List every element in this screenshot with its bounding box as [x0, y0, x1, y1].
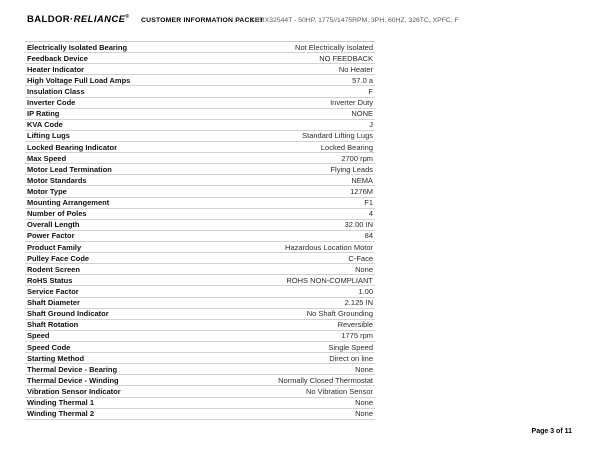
- spec-value: 32.00 IN: [344, 220, 373, 230]
- table-row: [25, 198, 375, 209]
- spec-label: Overall Length: [27, 220, 80, 230]
- table-row: [25, 209, 375, 220]
- page-number: Page 3 of 11: [531, 428, 572, 435]
- spec-value: 84: [364, 231, 373, 241]
- spec-value: Not Electrically Isolated: [295, 42, 373, 52]
- table-row: [25, 331, 375, 342]
- table-row: [25, 364, 375, 375]
- spec-label: Electrically Isolated Bearing: [27, 42, 128, 52]
- table-row: [25, 286, 375, 297]
- spec-value: No Shaft Grounding: [306, 309, 373, 319]
- spec-value: 1276M: [350, 186, 373, 196]
- spec-value: Single Speed: [328, 342, 373, 352]
- logo-reliance: RELIANCE: [73, 14, 126, 26]
- logo-baldor: BALDOR: [27, 14, 71, 26]
- table-row: [25, 275, 375, 286]
- table-row: [25, 320, 375, 331]
- spec-value: Flying Leads: [330, 164, 373, 174]
- table-row: [25, 309, 375, 320]
- spec-label: Mounting Arrangement: [27, 198, 110, 208]
- table-row: [25, 164, 375, 175]
- spec-label: Speed Code: [27, 342, 71, 352]
- table-row: [25, 231, 375, 242]
- spec-label: Max Speed: [27, 153, 67, 163]
- table-row: [25, 53, 375, 64]
- spec-value: NO FEEDBACK: [319, 53, 373, 63]
- spec-value: Locked Bearing: [320, 142, 373, 152]
- spec-label: Locked Bearing Indicator: [27, 142, 118, 152]
- spec-label: Shaft Diameter: [27, 298, 80, 308]
- spec-label: Feedback Device: [27, 53, 88, 63]
- table-row: [25, 64, 375, 75]
- spec-value: Reversible: [337, 320, 373, 330]
- spec-value: 57.0 a: [352, 75, 373, 85]
- spec-value: None: [355, 364, 373, 374]
- spec-label: Shaft Ground Indicator: [27, 309, 109, 319]
- table-row: [25, 98, 375, 109]
- table-row: [25, 409, 375, 420]
- registered-trademark-icon: ®: [125, 14, 130, 20]
- spec-value: NONE: [351, 109, 373, 119]
- spec-label: Insulation Class: [27, 87, 85, 96]
- spec-value: No Heater: [338, 64, 373, 74]
- table-row: [25, 109, 375, 120]
- spec-label: Number of Poles: [27, 209, 87, 219]
- spec-label: Heater Indicator: [27, 64, 85, 74]
- spec-value: Standard Lifting Lugs: [302, 131, 373, 141]
- spec-value: None: [355, 409, 373, 419]
- spec-label: Rodent Screen: [27, 264, 80, 274]
- spec-value: ROHS NON-COMPLIANT: [286, 275, 373, 285]
- spec-value: F: [368, 87, 373, 96]
- table-row: [25, 253, 375, 264]
- spec-value: 1.00: [358, 286, 373, 296]
- spec-label: Winding Thermal 1: [27, 398, 95, 408]
- table-row: [25, 153, 375, 164]
- spec-value: C-Face: [348, 253, 373, 263]
- spec-value: 2.125 IN: [344, 298, 373, 308]
- table-row: [25, 298, 375, 309]
- table-row: [25, 242, 375, 253]
- spec-value: 2700 rpm: [341, 153, 373, 163]
- spec-value: None: [355, 398, 373, 408]
- spec-label: Thermal Device - Winding: [27, 375, 119, 385]
- spec-label: Power Factor: [27, 231, 75, 241]
- table-row: [25, 353, 375, 364]
- spec-label: Motor Standards: [27, 175, 87, 185]
- spec-label: Motor Type: [27, 186, 67, 196]
- table-row: [25, 220, 375, 231]
- spec-value: 4: [368, 209, 373, 219]
- spec-label: High Voltage Full Load Amps: [27, 75, 131, 85]
- spec-label: Speed: [27, 331, 50, 341]
- spec-label: Motor Lead Termination: [27, 164, 112, 174]
- table-row: [25, 75, 375, 86]
- spec-label: Shaft Rotation: [27, 320, 79, 330]
- spec-label: KVA Code: [27, 120, 63, 130]
- spec-label: Starting Method: [27, 353, 85, 363]
- table-row: [25, 186, 375, 197]
- product-description: CDRX32544T - 50HP, 1775//1475RPM, 3PH, 60HZ, 326TC, XPFC, F: [250, 17, 459, 24]
- spec-label: Vibration Sensor Indicator: [27, 386, 121, 396]
- table-row: [25, 86, 375, 97]
- table-row: [25, 175, 375, 186]
- spec-label: Thermal Device - Bearing: [27, 364, 118, 374]
- table-row: [25, 386, 375, 397]
- table-row: [25, 142, 375, 153]
- spec-value: Normally Closed Thermostat: [278, 375, 373, 385]
- table-row: [25, 131, 375, 142]
- spec-label: RoHS Status: [27, 275, 73, 285]
- spec-table: [25, 41, 375, 420]
- spec-label: Winding Thermal 2: [27, 409, 95, 419]
- table-row: [25, 342, 375, 353]
- table-row: [25, 42, 375, 53]
- spec-label: IP Rating: [27, 109, 60, 119]
- spec-label: Lifting Lugs: [27, 131, 70, 141]
- spec-value: Direct on line: [329, 353, 373, 363]
- spec-label: Inverter Code: [27, 98, 76, 108]
- logo-separator-dot: ·: [70, 14, 74, 26]
- spec-value: J: [369, 120, 373, 130]
- spec-label: Product Family: [27, 242, 82, 252]
- spec-value: Hazardous Location Motor: [285, 242, 373, 252]
- spec-value: No Vibration Sensor: [306, 386, 373, 396]
- page-title: CUSTOMER INFORMATION PACKET: [141, 17, 264, 24]
- spec-label: Service Factor: [27, 286, 79, 296]
- table-row: [25, 264, 375, 275]
- spec-value: NEMA: [351, 175, 373, 185]
- table-row: [25, 120, 375, 131]
- baldor-reliance-logo: [27, 14, 129, 25]
- table-row: [25, 398, 375, 409]
- spec-value: None: [355, 264, 373, 274]
- table-row: [25, 375, 375, 386]
- spec-value: Inverter Duty: [330, 98, 373, 108]
- spec-value: 1775 rpm: [341, 331, 373, 341]
- spec-value: F1: [364, 198, 373, 208]
- spec-label: Pulley Face Code: [27, 253, 90, 263]
